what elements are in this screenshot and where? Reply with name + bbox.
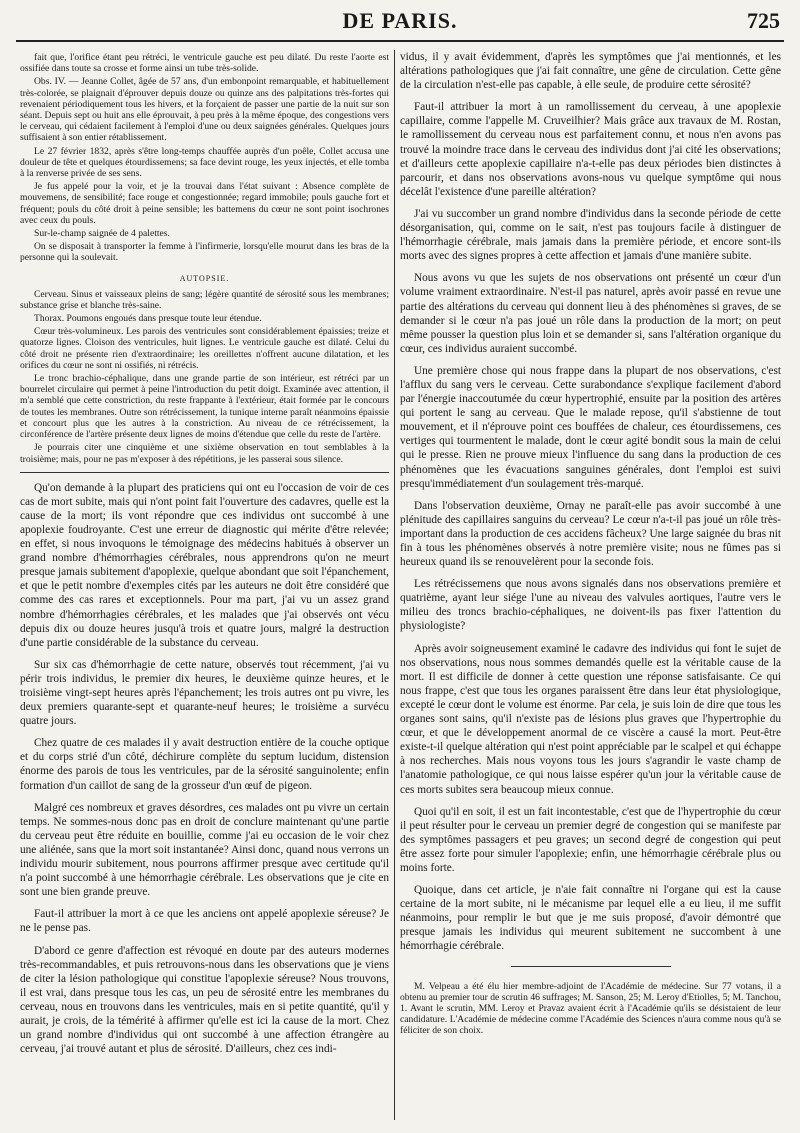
paragraph: Cerveau. Sinus et vaisseaux pleins de sang; légère quantité de sérosité sous les membranes; substance grise et blanche très-saine. (20, 288, 389, 311)
paragraph: Cœur très-volumineux. Les parois des ventricules sont considérablement épaissies; treize et quatorze lignes. Cloison des ventricules, huit lignes. Le ventricule gauche est dilaté. Celui du côté droit ne présente rien d'extraordinaire; les oreillettes n'offrent aucune dilatation, et les orifices du cœur ne sont ni ossifiés, ni rétrécis. (20, 326, 389, 371)
paragraph: Sur six cas d'hémorrhagie de cette nature, observés tout récemment, j'ai vu périr trois individus, le premier dix heures, le deuxième quinze heures, et le troisième vingt-sept heures après l'épanchement; les trois autres ont pu vivre, les deux premiers quarante-sept et quarante-neuf heures; le troisième a survécu quatre jours. (20, 658, 389, 728)
paragraph: Thorax. Poumons engoués dans presque toute leur étendue. (34, 313, 262, 325)
paragraph: Malgré ces nombreux et graves désordres, ces malades ont pu vivre un certain temps. Ne sommes-nous donc pas en droit de conclure maintenant qu'une partie du cerveau peut être réduite en bouillie, comme j'ai eu occasion de le voir chez une aliénée, sans que la mort soit instantanée? Ainsi donc, quand nous verrons un individu mourir subitement, nous pourrons affirmer presque avec certitude qu'il n'a point succombé à une hémorrhagie cérébrale. Les observations que je cite en sont une bien grande preuve. (20, 801, 389, 899)
paragraph: Une première chose qui nous frappe dans la plupart de nos observations, c'est l'afflux du sang vers le cerveau. Cette surabondance s'explique facilement d'abord par l'énergie inaccoutumée du cœur hypertrophié, ensuite par la position des artères qui portent le sang au cerveau. Que le malade repose, qu'il s'abstienne de tout mouvement, et il n'éprouve point ces bouffées de chaleur, ces étourdissemens, ces vertiges qui tourmentent le malade, dont le cœur agité bondit sous la main de celui qui le presse. Rien ne prouve mieux l'influence du sang dans la production de ces phénomènes que les évacuations sanguines générales, dont l'emploi est suivi presqu'immédiatement d'un soulagement très-marqué. (400, 364, 781, 490)
paragraph: Le 27 février 1832, après s'être long-temps chauffée auprès d'un poêle, Collet accusa une douleur de tête et quelques étourdissemens; sa face devint rouge, les yeux injectés, et elle tomba à la renverse privée de ses sens. (20, 145, 389, 180)
note-separator (511, 966, 671, 967)
paragraph: Quoi qu'il en soit, il est un fait incontestable, c'est que de l'hypertrophie du cœur il peut résulter pour le cerveau un premier degré de congestion qui se manifeste par des symptômes passagers et peu graves; un second degré de congestion qui peut être assez forte pour simuler l'apoplexie; enfin, une hémorrhagie cérébrale plus ou moins forte. (400, 805, 781, 874)
paragraph: Les rétrécissemens que nous avons signalés dans nos observations première et quatrième, ayant leur siége l'une au niveau des valvules aortiques, l'autre vers le milieu des troncs brachio-céphaliques, ne doivent-ils pas fixer l'attention du physiologiste? (400, 578, 781, 633)
paragraph: Je pourrais citer une cinquième et une sixième observation en tout semblables à la troisième; mais, pour ne pas m'exposer à des répétitions, je les passerai sous silence. (20, 442, 389, 465)
paragraph: Je fus appelé pour la voir, et je la trouvai dans l'état suivant : Absence complète de mouvemens, de sensibilité; face rouge et congestionnée; regard immobile; pouls gauche fort et fréquent; pouls du côté droit à peine sensible; les battemens du cœur ne sont point isochrones avec ceux du pouls. (20, 181, 389, 226)
autopsie-heading: AUTOPSIE. (179, 273, 230, 283)
paragraph: Sur-le-champ saignée de 4 palettes. (34, 228, 170, 240)
academy-note: M. Velpeau a été élu hier membre-adjoint de l'Académie de médecine. Sur 77 votans, il a obtenu au premier tour de scrutin 46 suffrages; M. Sanson, 25; M. Leroy d'Etiolles, 5; M. Tanchou, 1. Avant le scrutin, MM. Leroy et Pravaz avaient écrit à l'Académie qu'ils se désistaient de leur candidature. L'Académie de médecine comme l'Académie des Sciences n'aura comme nous qu'à se féliciter de son choix. (400, 980, 781, 1037)
page-header (0, 8, 800, 36)
paragraph: Quoique, dans cet article, je n'aie fait connaître ni l'organe qui est la cause certaine de la mort subite, ni le mécanisme par lequel elle a eu lieu, il me suffit néanmoins, pour remplir le but que je me suis proposé, d'avoir démontré que presque jamais les individus qui meurent subitement ne succombent à une hémorrhagie cérébrale. (400, 884, 781, 953)
newspaper-title: DE PARIS. (342, 8, 458, 33)
paragraph: fait que, l'orifice étant peu rétréci, le ventricule gauche est peu dilaté. Du reste l'aorte est ossifiée dans toute sa crosse et forme ainsi un tube très-solide. (20, 52, 389, 75)
paragraph: Dans l'observation deuxième, Ornay ne paraît-elle pas avoir succombé à une plénitude des capillaires sanguins du cerveau? Le cœur n'a-t-il pas joué un rôle très-important dans la production de ces accidens fâcheux? Une large saignée du bras nit fin à tous les phénomènes observés à notre première visite; nous ne fûmes pas si heureux quand ils se renouvelèrent pour la seconde fois. (400, 499, 781, 569)
paragraph: Nous avons vu que les sujets de nos observations ont présenté un cœur d'un volume vraiment extraordinaire. N'est-il pas naturel, après avoir passé en revue une partie des altérations du cerveau qui donnent lieu à des phénomènes si graves, de se demander si le cœur n'a pas joué un rôle dans la production de la mort; on peut même pousser la question plus loin et se demander si, sans l'altération organique du cœur, ces individus auraient succombé. (400, 272, 781, 355)
paragraph: Faut-il attribuer la mort à ce que les anciens ont appelé apoplexie séreuse? Je ne le pense pas. (20, 908, 389, 935)
paragraph: Qu'on demande à la plupart des praticiens qui ont eu l'occasion de voir de ces cas de mort subite, mais qui n'ont point fait l'ouverture des cadavres, quelle est la cause de la mort; ils vont répondre que ces individus ont succombé à une apoplexie foudroyante. C'est une erreur de diagnostic qui mérite d'être relevée; en effet, si nous invoquons le témoignage des médecins habitués à observer un grand nombre d'hémorrhagies cérébrales, nous apprendrons qu'on ne meurt presque jamais subitement d'apoplexie, quelque abondant que soit l'épanchement, et que le petit nombre d'exemples cités par les auteurs ne doit être considéré que comme des cas rares et exceptionnels. Pour ma part, j'ai vu un assez grand nombre d'hémorrhagies cérébrales, et les malades que j'ai observés ont vécu depuis dix ou douze heures jusqu'à trois et quatre jours, malgré la destruction d'une partie considérable de la substance du cerveau. (20, 481, 389, 649)
paragraph: Le tronc brachio-céphalique, dans une grande partie de son intérieur, est rétréci par un bourrelet circulaire qui permet à peine l'introduction du petit doigt. Examinée avec attention, il m'a semblé que cette constriction, du reste frappante à l'extérieur, était formée par le concours de toutes les membranes. Outre son rétrécissement, la tunique interne paraît néanmoins épaissie et concourt plus que les autres à la constriction. Au niveau de ce rétrécissement, la circonférence de l'artère présente deux lignes de moins d'étendue que celle du reste de l'artère. (20, 373, 389, 441)
right-column (400, 50, 781, 1125)
paragraph: Après avoir soigneusement examiné le cadavre des individus qui font le sujet de nos observations, nous nous sommes demandés quelle est la véritable cause de la mort. Il est difficile de donner à cette question une réponse satisfaisante. Ce qui nous frappe, c'est que tous les organes paraissent être dans leur état physiologique, excepté le cœur dont le volume est énorme. Par cela, je suis loin de dire que tous les organes sont sains, qu'il n'existe pas de lésions plus graves que l'hypertrophie du cœur, et que le développement anormal de ce viscère a causé la mort. Peut-être existe-t-il quelque altération qui n'est point appréciable par le scalpel et qui échappe à nos recherches. Mais nous voyons tous les jours s'agrandir le vaste champ de l'anatomie pathologique, ce qui nous laisse espérer qu'un jour la véritable cause de ces morts subites sera beaucoup mieux connue. (400, 642, 781, 796)
header-rule (16, 40, 784, 42)
section-separator (20, 472, 389, 473)
paragraph: Chez quatre de ces malades il y avait destruction entière de la couche optique et du corps strié d'un côté, déchirure complète du septum lucidum, distension énorme des parois de tous les ventricules, par de la sérosité sanguinolente; enfin formation d'un caillot de sang de la grosseur d'un œuf de pigeon. (20, 737, 389, 792)
paragraph: J'ai vu succomber un grand nombre d'individus dans la seconde période de cette désorganisation, qui, comme on le sait, n'est pas toujours facile à distinguer de l'hémorrhagie cérébrale, mais jamais dans la première période, et encore sont-ils morts avec des signes propres à cette affection et jamais d'une manière subite. (400, 207, 781, 263)
paragraph: D'abord ce genre d'affection est révoqué en doute par des auteurs modernes très-recommandables, et puis retrouvons-nous dans les observations que je viens de citer la lésion pathologique qui constitue l'apoplexie séreuse? Nous trouvons, il est vrai, dans presque tous les cas, un peu de sérosité entre les membranes du cerveau, nous en trouvons dans les ventricules, mais en si petite quantité, qu'il y aurait, je crois, de la témérité à affirmer qu'elle est ici la cause de la mort. Chez un grand nombre d'individus qui ont succombé à une affection étrangère au cerveau, j'ai trouvé autant et plus de sérosité. D'ailleurs, chez ces indi- (20, 944, 389, 1056)
left-column (20, 50, 389, 1125)
paragraph: Faut-il attribuer la mort à un ramollissement du cerveau, à une apoplexie capillaire, comme l'appelle M. Cruveilhier? Mais grâce aux travaux de M. Rostan, le ramollissement du cerveau nous est parfaitement connu, et nous n'en avons pas trouvé la moindre trace dans le cerveau des individus dont j'ai cité les observations; et d'ailleurs cette apoplexie capillaire n'a-t-elle pas deux périodes bien distinctes à parcourir, et dans nos observations avons-nous vu quelque symptôme qui nous décelât l'existence d'une pareille altération? (400, 101, 781, 198)
paragraph: vidus, il y avait évidemment, d'après les symptômes que j'ai mentionnés, et les altérations pathologiques que j'ai fait connaître, une gêne de circulation. Cette gêne de la circulation n'est-elle pas capable, à elle seule, de produire cette sérosité? (400, 51, 781, 92)
column-divider (394, 50, 395, 1120)
paragraph: On se disposait à transporter la femme à l'infirmerie, lorsqu'elle mourut dans les bras de la personne qui la soulevait. (20, 241, 389, 264)
page-number: 725 (747, 8, 780, 33)
paragraph: Obs. IV. — Jeanne Collet, âgée de 57 ans, d'un embonpoint remarquable, et habituellement très-colorée, se plaignait d'éprouver depuis douze ou quinze ans des palpitations très-fortes qui revenaient périodiquement tous les hivers, et la forçaient de passer une partie de la nuit sur son séant. Depuis sept ou huit ans elle éprouvait, à peu près à la même époque, des congestions vers le cerveau, qui cédaient facilement à l'emploi d'une ou deux saignées générales. Quelques jours suffisaient à son entier rétablissement. (20, 76, 389, 144)
